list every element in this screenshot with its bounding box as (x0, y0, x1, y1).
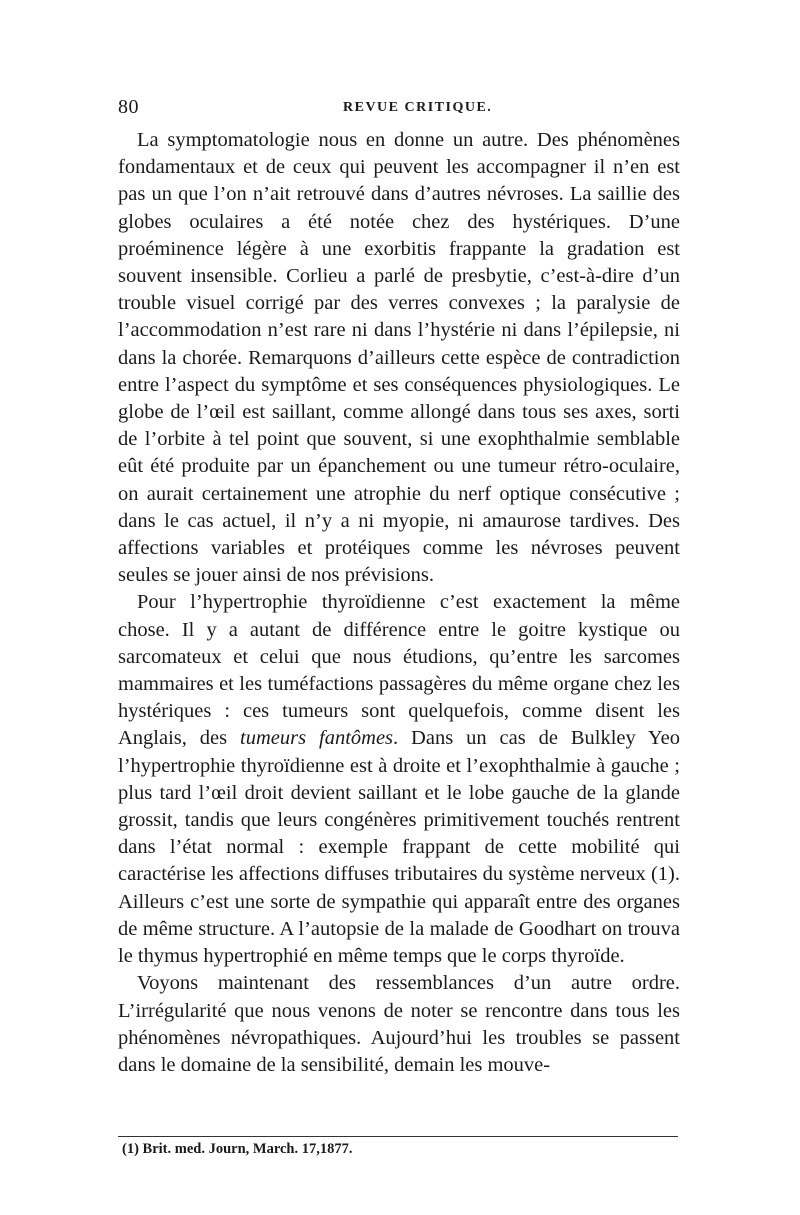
paragraph-2 (118, 589, 680, 970)
paragraph-1: La symptomatologie nous en donne un autre. Des phénomènes fondamentaux et de ceux qui peuvent les accompagner il n’en est pas un que l’on n’ait retrouvé dans d’autres névroses. La saillie des globes oculaires a été notée chez des hystériques. D’une proéminence légère à une exorbitis frappante la gradation est souvent insensible. Corlieu a parlé de presbytie, c’est-à-dire d’un trouble visuel corrigé par des verres convexes ; la paralysie de l’accommodation n’est rare ni dans l’hystérie ni dans l’épilepsie, ni dans la chorée. Remarquons d’ailleurs cette espèce de contradiction entre l’aspect du symptôme et ses conséquences physiologiques. Le globe de l’œil est saillant, comme allongé dans tous ses axes, sorti de l’orbite à tel point que souvent, si une exophthalmie semblable eût été produite par un épanchement ou une tumeur rétro-oculaire, on aurait certainement une atrophie du nerf optique consécutive ; dans le cas actuel, il n’y a ni myopie, ni amaurose tardives. Des affections variables et protéiques comme les névroses peuvent seules se jouer ainsi de nos prévisions. (118, 129, 680, 587)
page-number: 80 (118, 96, 139, 118)
running-title: REVUE CRITIQUE. (343, 100, 493, 115)
footnote: (1) Brit. med. Journ, March. 17,1877. (122, 1141, 353, 1157)
paragraph-2-text-a: Pour l’hypertrophie thyroïdienne c’est exactement la même chose. Il y a autant de différence entre le goitre kystique ou sarcomateux et celui que nous étudions, qu’entre les sarcomes mammaires et les tuméfactions passagères du même organe chez les hystériques : ces tumeurs sont quelquefois, comme disent les Anglais, des (118, 591, 680, 750)
paragraph-2-italic-term: tumeurs fantômes (240, 727, 394, 750)
footnote-rule (118, 1136, 678, 1137)
paragraph-3: Voyons maintenant des ressemblances d’un autre ordre. L’irrégularité que nous venons de noter se rencontre dans tous les phénomènes névropathiques. Aujourd’hui les troubles se passent dans le domaine de la sensibilité, demain les mouve- (118, 972, 680, 1076)
running-head (118, 96, 678, 120)
body-text (118, 127, 680, 1079)
paragraph-2-text-b: . Dans un cas de Bulkley Yeo l’hypertrophie thyroïdienne est à droite et l’exophthalmie à gauche ; plus tard l’œil droit devient saillant et le lobe gauche de la glande grossit, tandis que leurs congénères primitivement touchés rentrent dans l’état normal : exemple frappant de cette mobilité qui caractérise les affections diffuses tributaires du système nerveux (1). Ailleurs c’est une sorte de sympathie qui apparaît entre des organes de même structure. A l’autopsie de la malade de Goodhart on trouva le thymus hypertrophié en même temps que le corps thyroïde. (118, 727, 680, 968)
